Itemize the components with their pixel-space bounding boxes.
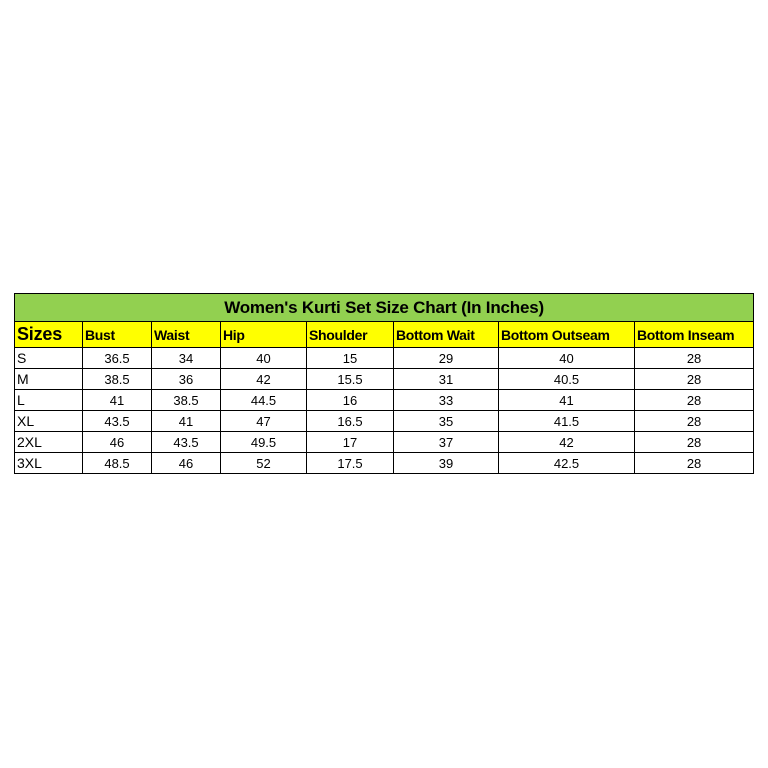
measurement-cell: 41 (499, 390, 635, 411)
measurement-cell: 34 (152, 348, 221, 369)
measurement-cell: 28 (635, 369, 754, 390)
size-label-cell: 2XL (15, 432, 83, 453)
measurement-cell: 15 (307, 348, 394, 369)
measurement-cell: 40.5 (499, 369, 635, 390)
measurement-cell: 46 (83, 432, 152, 453)
measurement-cell: 40 (221, 348, 307, 369)
header-bottom-outseam: Bottom Outseam (499, 322, 635, 348)
measurement-cell: 16.5 (307, 411, 394, 432)
measurement-cell: 42 (221, 369, 307, 390)
measurement-cell: 46 (152, 453, 221, 474)
measurement-cell: 28 (635, 348, 754, 369)
measurement-cell: 52 (221, 453, 307, 474)
header-sizes: Sizes (15, 322, 83, 348)
measurement-cell: 16 (307, 390, 394, 411)
table-row (15, 390, 754, 411)
header-bust: Bust (83, 322, 152, 348)
measurement-cell: 38.5 (152, 390, 221, 411)
header-shoulder: Shoulder (307, 322, 394, 348)
measurement-cell: 43.5 (152, 432, 221, 453)
measurement-cell: 28 (635, 411, 754, 432)
size-label-cell: XL (15, 411, 83, 432)
measurement-cell: 29 (394, 348, 499, 369)
header-row (15, 322, 754, 348)
measurement-cell: 36 (152, 369, 221, 390)
measurement-cell: 41 (83, 390, 152, 411)
size-label-cell: L (15, 390, 83, 411)
measurement-cell: 49.5 (221, 432, 307, 453)
measurement-cell: 35 (394, 411, 499, 432)
header-hip: Hip (221, 322, 307, 348)
measurement-cell: 28 (635, 390, 754, 411)
measurement-cell: 33 (394, 390, 499, 411)
measurement-cell: 38.5 (83, 369, 152, 390)
table-row (15, 432, 754, 453)
measurement-cell: 47 (221, 411, 307, 432)
measurement-cell: 41 (152, 411, 221, 432)
table-row (15, 369, 754, 390)
title-row (15, 294, 754, 322)
measurement-cell: 36.5 (83, 348, 152, 369)
table-row (15, 411, 754, 432)
size-label-cell: 3XL (15, 453, 83, 474)
measurement-cell: 40 (499, 348, 635, 369)
measurement-cell: 17.5 (307, 453, 394, 474)
measurement-cell: 41.5 (499, 411, 635, 432)
measurement-cell: 42.5 (499, 453, 635, 474)
measurement-cell: 37 (394, 432, 499, 453)
measurement-cell: 48.5 (83, 453, 152, 474)
measurement-cell: 28 (635, 432, 754, 453)
size-label-cell: S (15, 348, 83, 369)
measurement-cell: 43.5 (83, 411, 152, 432)
header-waist: Waist (152, 322, 221, 348)
header-bottom-wait: Bottom Wait (394, 322, 499, 348)
table-row (15, 348, 754, 369)
header-bottom-inseam: Bottom Inseam (635, 322, 754, 348)
measurement-cell: 17 (307, 432, 394, 453)
measurement-cell: 31 (394, 369, 499, 390)
measurement-cell: 42 (499, 432, 635, 453)
table-row (15, 453, 754, 474)
measurement-cell: 28 (635, 453, 754, 474)
table-title: Women's Kurti Set Size Chart (In Inches) (15, 294, 754, 322)
measurement-cell: 39 (394, 453, 499, 474)
size-chart-table (14, 293, 754, 474)
measurement-cell: 15.5 (307, 369, 394, 390)
measurement-cell: 44.5 (221, 390, 307, 411)
table-body (15, 348, 754, 474)
size-label-cell: M (15, 369, 83, 390)
